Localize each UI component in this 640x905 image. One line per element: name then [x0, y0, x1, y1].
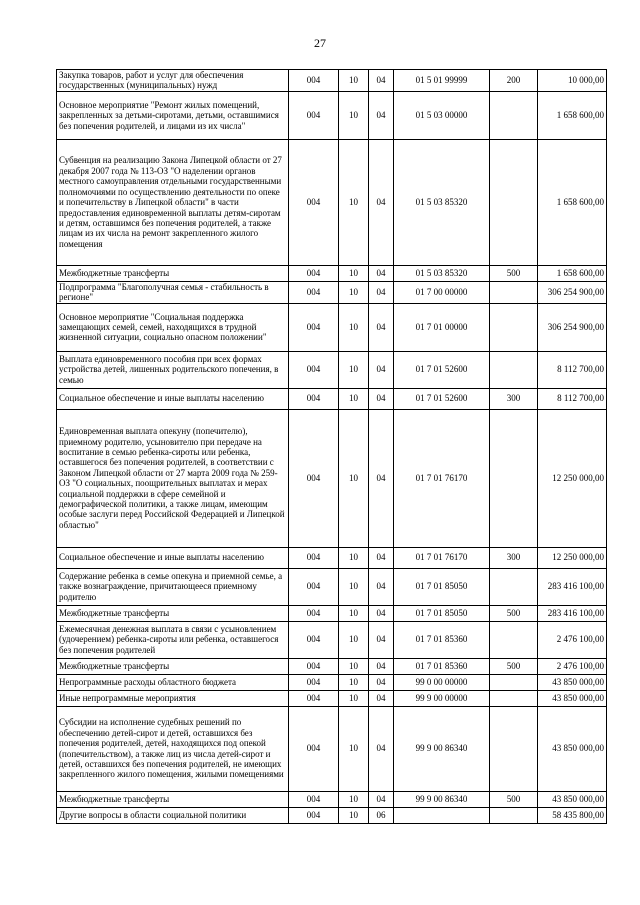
section-code-cell: 10	[339, 690, 369, 706]
target-article-cell: 01 5 03 85320	[394, 265, 490, 281]
row-name-cell: Межбюджетные трансферты	[57, 265, 289, 281]
budget-table	[56, 69, 607, 824]
subsection-code-cell: 04	[369, 409, 394, 547]
amount-cell: 283 416 100,00	[538, 568, 607, 605]
expense-type-cell	[490, 409, 538, 547]
section-code-cell: 10	[339, 281, 369, 303]
section-code-cell: 10	[339, 91, 369, 139]
subsection-code-cell: 04	[369, 91, 394, 139]
section-code-cell: 10	[339, 303, 369, 351]
row-name-cell: Ежемесячная денежная выплата в связи с усыновлением (удочерением) ребенка-сироты или ребенка, оставшегося без попечения родителей	[57, 621, 289, 658]
ministry-code-cell: 004	[289, 409, 339, 547]
target-article-cell: 99 0 00 00000	[394, 674, 490, 690]
table-row	[57, 281, 607, 303]
table-row	[57, 807, 607, 823]
table-row	[57, 706, 607, 791]
ministry-code-cell: 004	[289, 351, 339, 388]
amount-cell: 306 254 900,00	[538, 281, 607, 303]
subsection-code-cell: 04	[369, 706, 394, 791]
target-article-cell: 01 7 00 00000	[394, 281, 490, 303]
expense-type-cell	[490, 690, 538, 706]
expense-type-cell	[490, 621, 538, 658]
amount-cell: 8 112 700,00	[538, 388, 607, 409]
section-code-cell: 10	[339, 658, 369, 674]
subsection-code-cell: 04	[369, 303, 394, 351]
amount-cell: 1 658 600,00	[538, 139, 607, 265]
subsection-code-cell: 04	[369, 388, 394, 409]
section-code-cell: 10	[339, 621, 369, 658]
section-code-cell: 10	[339, 70, 369, 92]
expense-type-cell	[490, 303, 538, 351]
row-name-cell: Межбюджетные трансферты	[57, 605, 289, 621]
table-row	[57, 409, 607, 547]
table-row	[57, 690, 607, 706]
ministry-code-cell: 004	[289, 139, 339, 265]
expense-type-cell	[490, 351, 538, 388]
ministry-code-cell: 004	[289, 658, 339, 674]
row-name-cell: Субсидии на исполнение судебных решений по обеспечению детей-сирот и детей, оставшихся без попечения родителей, детей, находящихся под опекой (попечительством), а также лиц из числа детей-сирот и детей, оставшихся без попечения родителей, не имеющих закрепленного жилого помещения, жилыми помещениями	[57, 706, 289, 791]
expense-type-cell	[490, 706, 538, 791]
target-article-cell: 01 7 01 76170	[394, 547, 490, 568]
ministry-code-cell: 004	[289, 303, 339, 351]
row-name-cell: Закупка товаров, работ и услуг для обеспечения государственных (муниципальных) нужд	[57, 70, 289, 92]
target-article-cell: 01 5 03 00000	[394, 91, 490, 139]
ministry-code-cell: 004	[289, 621, 339, 658]
amount-cell: 2 476 100,00	[538, 621, 607, 658]
ministry-code-cell: 004	[289, 265, 339, 281]
amount-cell: 8 112 700,00	[538, 351, 607, 388]
row-name-cell: Социальное обеспечение и иные выплаты населению	[57, 547, 289, 568]
ministry-code-cell: 004	[289, 674, 339, 690]
amount-cell: 306 254 900,00	[538, 303, 607, 351]
ministry-code-cell: 004	[289, 281, 339, 303]
expense-type-cell: 500	[490, 791, 538, 807]
subsection-code-cell: 04	[369, 658, 394, 674]
table-row	[57, 91, 607, 139]
row-name-cell: Другие вопросы в области социальной политики	[57, 807, 289, 823]
section-code-cell: 10	[339, 807, 369, 823]
section-code-cell: 10	[339, 265, 369, 281]
expense-type-cell: 200	[490, 70, 538, 92]
ministry-code-cell: 004	[289, 388, 339, 409]
expense-type-cell	[490, 568, 538, 605]
amount-cell: 2 476 100,00	[538, 658, 607, 674]
table-row	[57, 70, 607, 92]
table-row	[57, 791, 607, 807]
expense-type-cell	[490, 281, 538, 303]
expense-type-cell	[490, 674, 538, 690]
amount-cell: 12 250 000,00	[538, 547, 607, 568]
row-name-cell: Социальное обеспечение и иные выплаты населению	[57, 388, 289, 409]
subsection-code-cell: 04	[369, 690, 394, 706]
subsection-code-cell: 04	[369, 791, 394, 807]
subsection-code-cell: 04	[369, 70, 394, 92]
section-code-cell: 10	[339, 409, 369, 547]
amount-cell: 12 250 000,00	[538, 409, 607, 547]
amount-cell: 43 850 000,00	[538, 791, 607, 807]
subsection-code-cell: 04	[369, 265, 394, 281]
expense-type-cell: 300	[490, 547, 538, 568]
row-name-cell: Межбюджетные трансферты	[57, 791, 289, 807]
expense-type-cell	[490, 139, 538, 265]
section-code-cell: 10	[339, 674, 369, 690]
table-row	[57, 139, 607, 265]
target-article-cell: 01 5 01 99999	[394, 70, 490, 92]
subsection-code-cell: 04	[369, 547, 394, 568]
table-row	[57, 547, 607, 568]
table-row	[57, 568, 607, 605]
ministry-code-cell: 004	[289, 547, 339, 568]
expense-type-cell	[490, 91, 538, 139]
target-article-cell: 01 7 01 85360	[394, 658, 490, 674]
budget-table-body	[57, 70, 607, 824]
target-article-cell: 01 7 01 85050	[394, 568, 490, 605]
target-article-cell: 99 9 00 86340	[394, 791, 490, 807]
row-name-cell: Выплата единовременного пособия при всех формах устройства детей, лишенных родительского попечения, в семью	[57, 351, 289, 388]
ministry-code-cell: 004	[289, 791, 339, 807]
row-name-cell: Основное мероприятие "Социальная поддержка замещающих семей, семей, находящихся в трудной жизненной ситуации, социально опасном положении"	[57, 303, 289, 351]
subsection-code-cell: 06	[369, 807, 394, 823]
ministry-code-cell: 004	[289, 568, 339, 605]
section-code-cell: 10	[339, 605, 369, 621]
amount-cell: 283 416 100,00	[538, 605, 607, 621]
target-article-cell: 01 7 01 00000	[394, 303, 490, 351]
subsection-code-cell: 04	[369, 281, 394, 303]
row-name-cell: Субвенция на реализацию Закона Липецкой области от 27 декабря 2007 года № 113-ОЗ "О наделении органов местного самоуправления отдельными государственными полномочиями по осуществлению деятельности по опеке и попечительству в Липецкой области" в части предоставления единовременной выплаты детям-сиротам и детям, оставшимся без попечения родителей, а также лицам из их числа на ремонт закрепленного жилого помещения	[57, 139, 289, 265]
row-name-cell: Единовременная выплата опекуну (попечителю), приемному родителю, усыновителю при передаче на воспитание в семью ребенка-сироты или ребенка, оставшегося без попечения родителей, в соответствии с Законом Липецкой области от 27 марта 2009 года № 259-ОЗ "О социальных, поощрительных выплатах и мерах социальной поддержки в сфере семейной и демографической политики, а также лицам, имеющим особые заслуги перед Российской Федерацией и Липецкой областью"	[57, 409, 289, 547]
ministry-code-cell: 004	[289, 706, 339, 791]
target-article-cell	[394, 807, 490, 823]
amount-cell: 10 000,00	[538, 70, 607, 92]
table-row	[57, 303, 607, 351]
ministry-code-cell: 004	[289, 605, 339, 621]
section-code-cell: 10	[339, 706, 369, 791]
amount-cell: 43 850 000,00	[538, 690, 607, 706]
expense-type-cell	[490, 807, 538, 823]
target-article-cell: 01 7 01 52600	[394, 351, 490, 388]
table-row	[57, 388, 607, 409]
table-row	[57, 265, 607, 281]
ministry-code-cell: 004	[289, 70, 339, 92]
page-number: 27	[314, 36, 326, 50]
amount-cell: 43 850 000,00	[538, 674, 607, 690]
row-name-cell: Межбюджетные трансферты	[57, 658, 289, 674]
table-row	[57, 351, 607, 388]
row-name-cell: Содержание ребенка в семье опекуна и приемной семье, а также вознаграждение, причитающееся приемному родителю	[57, 568, 289, 605]
section-code-cell: 10	[339, 791, 369, 807]
section-code-cell: 10	[339, 568, 369, 605]
subsection-code-cell: 04	[369, 139, 394, 265]
section-code-cell: 10	[339, 351, 369, 388]
table-row	[57, 674, 607, 690]
target-article-cell: 01 7 01 52600	[394, 388, 490, 409]
subsection-code-cell: 04	[369, 351, 394, 388]
row-name-cell: Иные непрограммные мероприятия	[57, 690, 289, 706]
section-code-cell: 10	[339, 139, 369, 265]
amount-cell: 58 435 800,00	[538, 807, 607, 823]
target-article-cell: 99 9 00 00000	[394, 690, 490, 706]
table-row	[57, 658, 607, 674]
target-article-cell: 01 7 01 85050	[394, 605, 490, 621]
subsection-code-cell: 04	[369, 605, 394, 621]
expense-type-cell: 300	[490, 388, 538, 409]
row-name-cell: Непрограммные расходы областного бюджета	[57, 674, 289, 690]
target-article-cell: 01 5 03 85320	[394, 139, 490, 265]
subsection-code-cell: 04	[369, 674, 394, 690]
expense-type-cell: 500	[490, 265, 538, 281]
target-article-cell: 01 7 01 76170	[394, 409, 490, 547]
table-row	[57, 605, 607, 621]
ministry-code-cell: 004	[289, 690, 339, 706]
row-name-cell: Основное мероприятие "Ремонт жилых помещений, закрепленных за детьми-сиротами, детьми, оставшимися без попечения родителей, и лицами из их числа"	[57, 91, 289, 139]
row-name-cell: Подпрограмма "Благополучная семья - стабильность в регионе"	[57, 281, 289, 303]
table-row	[57, 621, 607, 658]
section-code-cell: 10	[339, 547, 369, 568]
target-article-cell: 99 9 00 86340	[394, 706, 490, 791]
ministry-code-cell: 004	[289, 807, 339, 823]
subsection-code-cell: 04	[369, 621, 394, 658]
ministry-code-cell: 004	[289, 91, 339, 139]
subsection-code-cell: 04	[369, 568, 394, 605]
target-article-cell: 01 7 01 85360	[394, 621, 490, 658]
section-code-cell: 10	[339, 388, 369, 409]
amount-cell: 1 658 600,00	[538, 91, 607, 139]
amount-cell: 43 850 000,00	[538, 706, 607, 791]
expense-type-cell: 500	[490, 658, 538, 674]
expense-type-cell: 500	[490, 605, 538, 621]
amount-cell: 1 658 600,00	[538, 265, 607, 281]
